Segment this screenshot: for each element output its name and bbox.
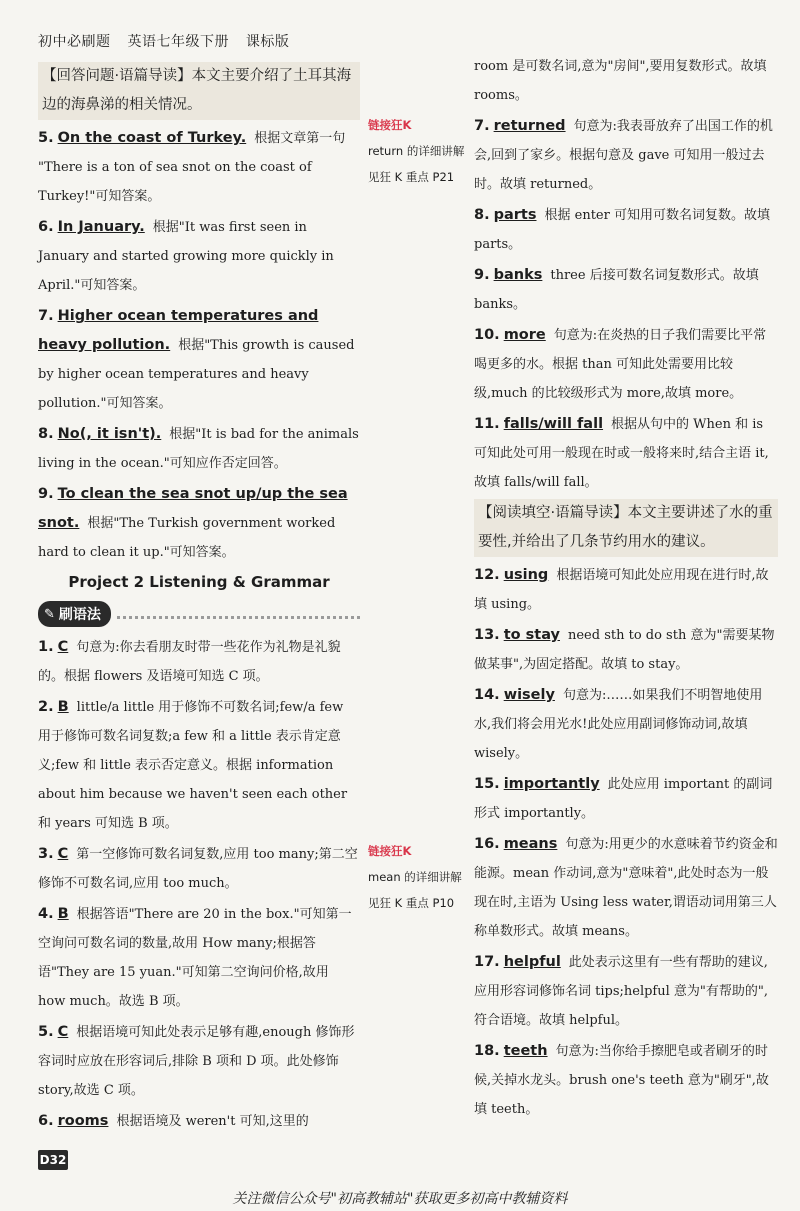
item-explanation: 根据从句中的 When 和 is 可知此处可用一般现在时或一般将来时,结合主语 it,故填 falls/will fall。 [474,417,769,490]
item-number: 3. [38,846,54,862]
item-explanation: 根据语境可知此处表示足够有趣,enough 修饰形容词时应放在形容词后,排除 B 项和 D 项。此处修饰 story,故选 C 项。 [38,1025,355,1098]
item-number: 8. [38,426,54,442]
link-note-body: return 的详细讲解见狂 K 重点 P21 [368,144,465,184]
answer-item [38,302,360,418]
item-explanation: 根据语境及 weren't 可知,这里的 [116,1114,309,1129]
item-explanation: little/a little 用于修饰不可数名词;few/a few 用于修饰可数名词复数;a few 和 a little 表示肯定意义;few 和 little 表示否定意义。根据 information about him because we haven't seen each other 和 years 可知选 B 项。 [38,700,348,831]
item-explanation: three 后接可数名词复数形式。故填 banks。 [474,268,759,312]
answer-item [38,840,360,898]
answer-item [474,948,778,1035]
dotted-divider [117,610,360,619]
item-answer: rooms [57,1113,109,1129]
page-header [38,31,301,51]
item-answer: teeth [503,1043,548,1059]
item-number: 16. [474,836,500,852]
answer-item [38,900,360,1016]
item-explanation: 根据 enter 可知用可数名词复数。故填 parts。 [474,208,770,252]
subject-title: 英语七年级下册 [127,34,229,50]
item-number: 18. [474,1043,500,1059]
page-number: D32 [38,1150,68,1170]
answer-item [474,1037,778,1124]
item-answer: falls/will fall [503,416,604,432]
item-number: 7. [38,308,54,324]
item-answer: C [57,1024,69,1040]
item-explanation: 根据文章第一句 "There is a ton of sea snot on the coast of Turkey!"可知答案。 [38,131,346,204]
grammar-tag [38,601,111,627]
item-answer: using [503,567,549,583]
item-answer: C [57,846,69,862]
item-number: 14. [474,687,500,703]
item-number: 13. [474,627,500,643]
pen-icon: ✎ [44,606,55,622]
item-explanation: 根据"It is bad for the animals living in the ocean."可知应作否定回答。 [38,427,359,471]
link-note-mean [368,838,468,916]
grammar-tag-label: 刷语法 [58,607,101,623]
reading-guide-right: 【阅读填空·语篇导读】本文主要讲述了水的重要性,并给出了几条节约用水的建议。 [474,499,778,557]
answer-item [474,561,778,619]
link-note-return [368,112,468,190]
item-number: 9. [474,267,490,283]
continued-text: room 是可数名词,意为"房间",要用复数形式。故填 rooms。 [474,59,767,103]
item-answer: No(, it isn't). [57,426,162,442]
item-number: 5. [38,1024,54,1040]
item-explanation: 根据语境可知此处应用现在进行时,故填 using。 [474,568,769,612]
answer-item [474,410,778,497]
item-answer: helpful [503,954,561,970]
item-explanation: 句意为:当你给手擦肥皂或者刷牙的时候,关掉水龙头。brush one's teeth 意为"刷牙",故填 teeth。 [474,1044,769,1117]
answer-item [38,124,360,211]
item-answer: To clean the sea snot up/up the sea snot. [38,486,348,531]
link-note-body: mean 的详细讲解见狂 K 重点 P10 [368,870,462,910]
answer-item [474,830,778,946]
item-answer: means [503,836,558,852]
item-explanation: 根据"It was first seen in January and started growing more quickly in April."可知答案。 [38,220,334,293]
answer-item [474,770,778,828]
book-title: 初中必刷题 [38,34,111,50]
item-answer: more [503,327,546,343]
item-number: 11. [474,416,500,432]
item-number: 4. [38,906,54,922]
link-note-title: 链接狂K [368,844,412,858]
answer-item [38,420,360,478]
item-answer: parts [493,207,537,223]
item-explanation: need sth to do sth 意为"需要某物做某事",为固定搭配。故填 to stay。 [474,628,775,672]
item-number: 6. [38,219,54,235]
item-explanation: 根据答语"There are 20 in the box."可知第一空询问可数名词的数量,故用 How many;根据答语"They are 15 yuan."可知第二空询问价格,故用 how much。故选 B 项。 [38,907,352,1009]
item-explanation: 此处表示这里有一些有帮助的建议,应用形容词修饰名词 tips;helpful 意为"有帮助的",符合语境。故填 helpful。 [474,955,768,1028]
answer-item [474,621,778,679]
answer-item [38,1018,360,1105]
item-answer: On the coast of Turkey. [57,130,247,146]
item-answer: to stay [503,627,560,643]
item-explanation: 句意为:你去看朋友时带一些花作为礼物是礼貌的。根据 flowers 及语境可知选 C 项。 [38,640,341,684]
item-answer: wisely [503,687,555,703]
item-answer: B [57,906,69,922]
item-number: 6. [38,1113,54,1129]
answer-item [38,633,360,691]
item-number: 1. [38,639,54,655]
item-number: 5. [38,130,54,146]
item-number: 15. [474,776,500,792]
item-number: 10. [474,327,500,343]
grammar-tag-row [38,601,360,627]
reading-guide-left: 【回答问题·语篇导读】本文主要介绍了土耳其海边的海鼻涕的相关情况。 [38,62,360,120]
item-explanation: 第一空修饰可数名词复数,应用 too many;第二空修饰不可数名词,应用 too much。 [38,847,358,891]
answer-item [474,681,778,768]
footer-note: 关注微信公众号"初高教辅站"获取更多初高中教辅资料 [232,1191,568,1207]
item-explanation: 根据"This growth is caused by higher ocean temperatures and heavy pollution."可知答案。 [38,338,355,411]
answer-item [38,693,360,838]
right-column [474,52,778,1126]
item-answer: Higher ocean temperatures and heavy pollution. [38,308,319,353]
edition-label: 课标版 [245,34,290,50]
item-number: 12. [474,567,500,583]
item-explanation: 句意为:在炎热的日子我们需要比平常喝更多的水。根据 than 可知此处需要用比较级,much 的比较级形式为 more,故填 more。 [474,328,767,401]
item-explanation: 此处应用 important 的副词形式 importantly。 [474,777,773,821]
item-number: 7. [474,118,490,134]
section-title: Project 2 Listening & Grammar [68,573,330,591]
item-explanation: 句意为:……如果我们不明智地使用水,我们将会用光水!此处应用副词修饰动词,故填 wisely。 [474,688,763,761]
item-number: 9. [38,486,54,502]
link-note-title: 链接狂K [368,118,412,132]
item-explanation: 句意为:用更少的水意味着节约资金和能源。mean 作动词,意为"意味着",此处时态为一般现在时,主语为 Using less water,谓语动词用第三人称单数形式。故填 means。 [474,837,778,939]
item-answer: In January. [57,219,145,235]
answer-item [38,1107,360,1136]
answer-item [474,112,778,199]
item-number: 2. [38,699,54,715]
item-explanation: 句意为:我表哥放弃了出国工作的机会,回到了家乡。根据句意及 gave 可知用一般过去时。故填 returned。 [474,119,773,192]
item-answer: importantly [503,776,600,792]
answer-item [38,480,360,567]
item-answer: banks [493,267,543,283]
item-answer: returned [493,118,566,134]
answer-item [474,321,778,408]
left-column [38,62,360,1138]
item-explanation: 根据"The Turkish government worked hard to clean it up."可知答案。 [38,516,336,560]
item-answer: B [57,699,69,715]
item-number: 8. [474,207,490,223]
item-answer: C [57,639,69,655]
answer-item [474,201,778,259]
item-number: 17. [474,954,500,970]
answer-item [38,213,360,300]
answer-item [474,261,778,319]
